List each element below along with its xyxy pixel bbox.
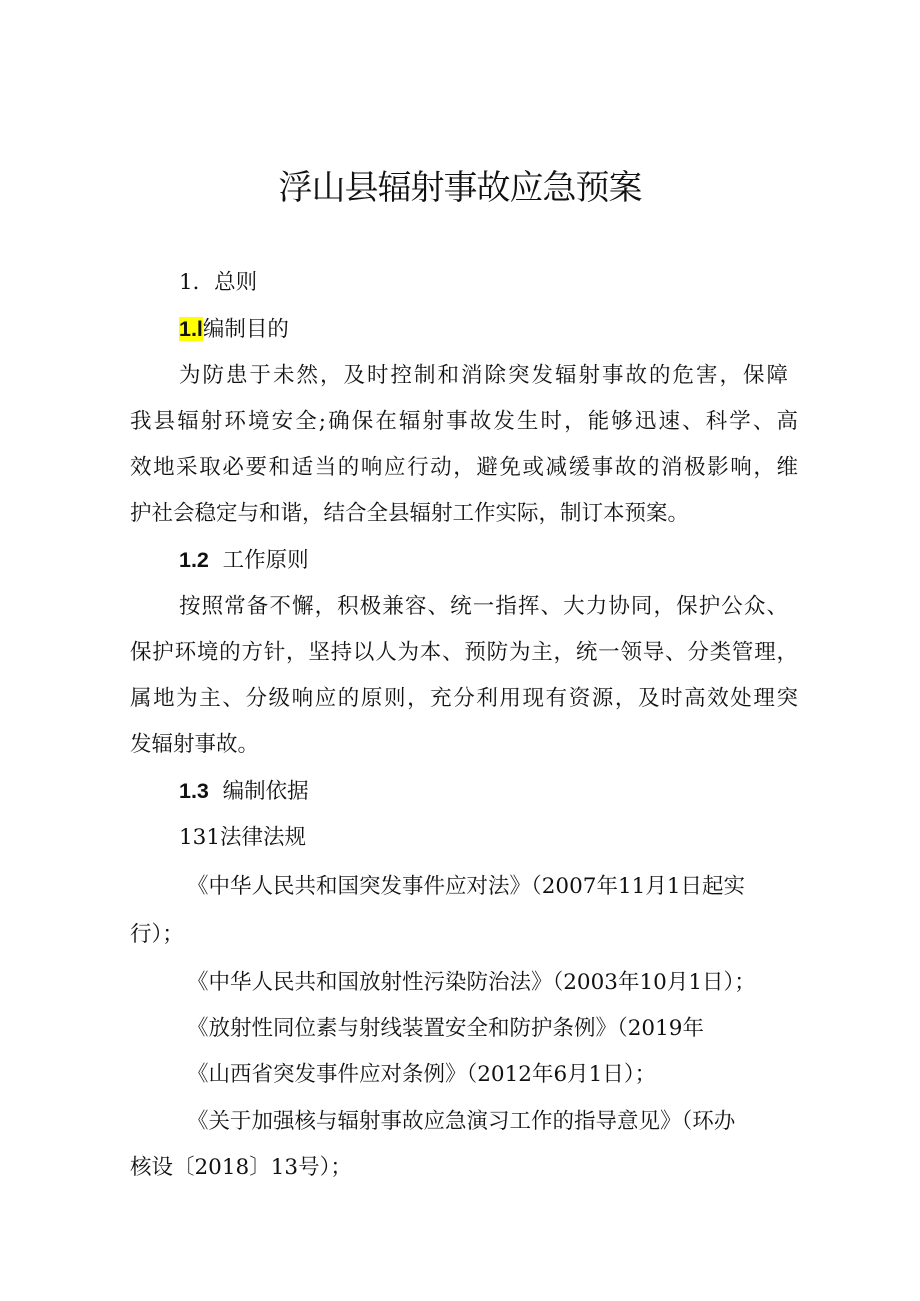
- law-item: 《山西省突发事件应对条例》（2012年6月1日）；: [187, 1062, 657, 1087]
- section-general: 1．总则: [179, 270, 258, 295]
- paragraph-purpose-line: 我县辐射环境安全;确保在辐射事故发生时，能够迅速、科学、高: [130, 409, 798, 434]
- paragraph-purpose-line: 效地采取必要和适当的响应行动，避免或减缓事故的消极影响，维: [130, 455, 798, 480]
- section-purpose-title: 编制目的: [202, 317, 289, 342]
- paragraph-principles-line: 按照常备不懈，积极兼容、统一指挥、大力协同，保护公众、: [179, 594, 788, 619]
- paragraph-principles-line: 属地为主、分级响应的原则，充分利用现有资源，及时高效处理突: [130, 686, 798, 711]
- paragraph-principles-line: 发辐射事故。: [130, 732, 260, 757]
- section-principles-number: 1.2: [179, 548, 209, 572]
- paragraph-principles-line: 保护环境的方针，坚持以人为本、预防为主，统一领导、分类管理，: [130, 640, 798, 665]
- section-basis-title: 编制依据: [222, 779, 309, 804]
- paragraph-purpose-line: 护社会稳定与和谐，结合全县辐射工作实际，制订本预案。: [130, 501, 690, 526]
- law-item: 《放射性同位素与射线装置安全和防护条例》（2019年: [187, 1016, 704, 1041]
- law-item: 《关于加强核与辐射事故应急演习工作的指导意见》（环办: [187, 1109, 736, 1134]
- section-basis: [179, 776, 847, 807]
- section-principles-title: 工作原则: [222, 548, 309, 573]
- subsection-laws: 131法律法规: [179, 825, 307, 850]
- law-item: 核设〔2018〕13号）；: [130, 1155, 352, 1180]
- section-basis-number: 1.3: [179, 779, 209, 803]
- law-item: 《中华人民共和国突发事件应对法》（2007年11月1日起实: [187, 874, 746, 899]
- section-purpose: [179, 314, 847, 345]
- section-purpose-number: 1.l: [179, 317, 203, 341]
- document-title: 浮山县辐射事故应急预案: [278, 168, 642, 208]
- paragraph-purpose-line: 为防患于未然，及时控制和消除突发辐射事故的危害，保障: [179, 363, 788, 388]
- section-principles: [179, 545, 847, 576]
- law-item: 《中华人民共和国放射性污染防治法》（2003年10月1日）；: [187, 970, 756, 995]
- law-item: 行）；: [130, 922, 184, 947]
